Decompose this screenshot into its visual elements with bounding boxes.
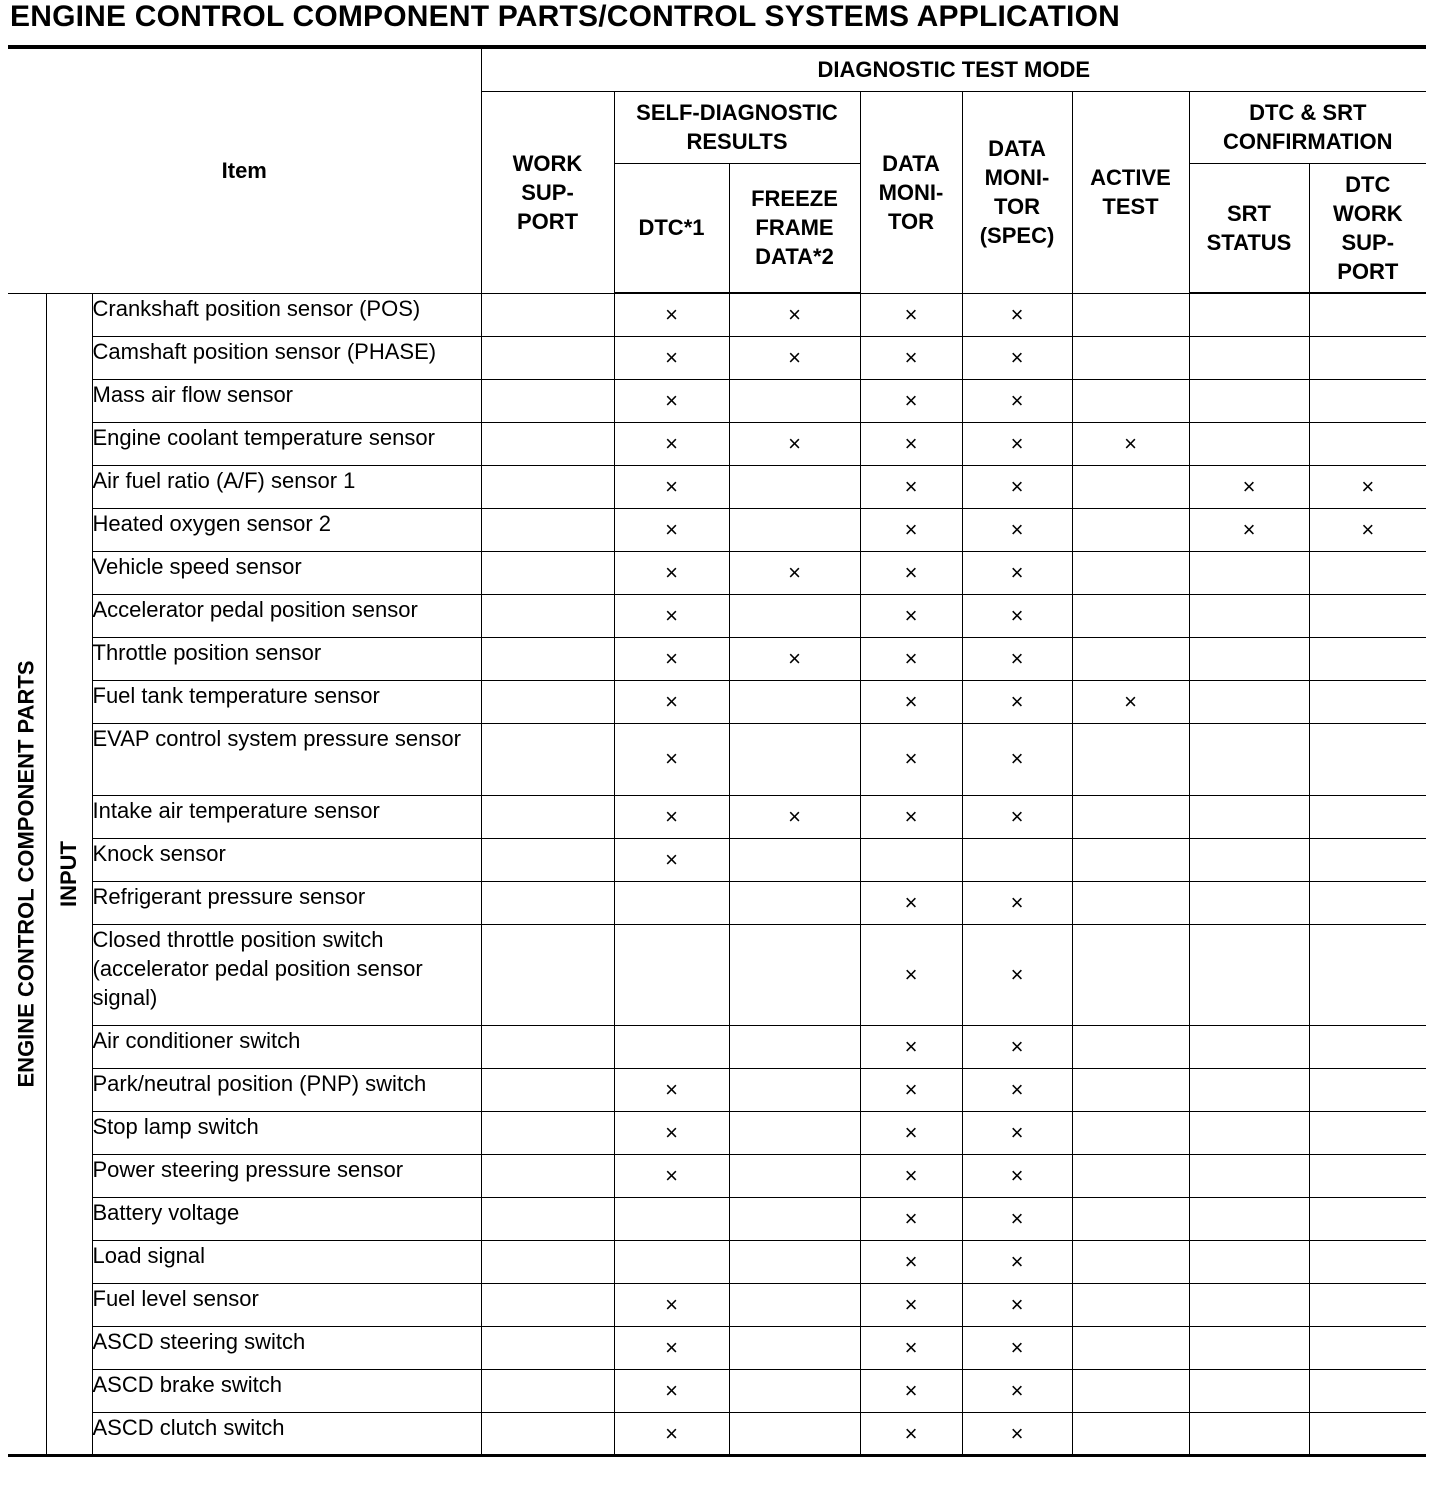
table-row <box>8 881 1426 924</box>
mark-cell-freeze-frame-data <box>729 1154 860 1197</box>
mark-cell-data-monitor-spec: × <box>962 1111 1072 1154</box>
mark-cell-data-monitor-spec: × <box>962 924 1072 1025</box>
mark-cell-dtc: × <box>614 293 729 336</box>
mark-cell-freeze-frame-data: × <box>729 293 860 336</box>
mark-cell-active-test <box>1072 1111 1189 1154</box>
mark-cell-dtc-work-support <box>1309 379 1426 422</box>
mark-cell-data-monitor-spec: × <box>962 795 1072 838</box>
table-row <box>8 680 1426 723</box>
mark-cell-data-monitor-spec: × <box>962 1025 1072 1068</box>
group-cell <box>8 293 46 1455</box>
mark-cell-dtc: × <box>614 465 729 508</box>
mark-cell-data-monitor: × <box>860 379 962 422</box>
item-cell: Park/neutral position (PNP) switch <box>92 1068 481 1111</box>
mark-cell-data-monitor: × <box>860 1025 962 1068</box>
mark-cell-active-test <box>1072 1412 1189 1455</box>
item-cell: Accelerator pedal position sensor <box>92 594 481 637</box>
mark-cell-freeze-frame-data <box>729 1197 860 1240</box>
item-cell: ASCD steering switch <box>92 1326 481 1369</box>
mark-cell-active-test <box>1072 1068 1189 1111</box>
table-row <box>8 1111 1426 1154</box>
item-cell: ASCD clutch switch <box>92 1412 481 1455</box>
item-cell: Battery voltage <box>92 1197 481 1240</box>
mark-cell-active-test <box>1072 1369 1189 1412</box>
item-cell: Vehicle speed sensor <box>92 551 481 594</box>
mark-cell-freeze-frame-data <box>729 1326 860 1369</box>
item-cell: Fuel tank temperature sensor <box>92 680 481 723</box>
mark-cell-data-monitor: × <box>860 723 962 795</box>
table-row <box>8 1197 1426 1240</box>
mark-cell-srt-status <box>1189 594 1309 637</box>
table-row <box>8 336 1426 379</box>
mark-cell-active-test <box>1072 1240 1189 1283</box>
mark-cell-data-monitor: × <box>860 508 962 551</box>
mark-cell-srt-status <box>1189 293 1309 336</box>
mark-cell-dtc-work-support <box>1309 1240 1426 1283</box>
item-cell: Knock sensor <box>92 838 481 881</box>
item-cell: EVAP control system pressure sensor <box>92 723 481 795</box>
mark-cell-freeze-frame-data <box>729 1412 860 1455</box>
mark-cell-data-monitor: × <box>860 465 962 508</box>
mark-cell-work-support <box>481 637 614 680</box>
mark-cell-active-test <box>1072 924 1189 1025</box>
mark-cell-dtc: × <box>614 723 729 795</box>
mark-cell-work-support <box>481 379 614 422</box>
header-freeze-frame-data-text: FREEZE FRAME DATA*2 <box>751 186 838 270</box>
mark-cell-active-test <box>1072 465 1189 508</box>
mark-cell-active-test <box>1072 1197 1189 1240</box>
mark-cell-active-test <box>1072 1025 1189 1068</box>
mark-cell-data-monitor-spec: × <box>962 1197 1072 1240</box>
mark-cell-srt-status <box>1189 795 1309 838</box>
item-cell: Power steering pressure sensor <box>92 1154 481 1197</box>
mark-cell-dtc <box>614 881 729 924</box>
mark-cell-srt-status <box>1189 924 1309 1025</box>
mark-cell-dtc-work-support <box>1309 1025 1426 1068</box>
mark-cell-dtc <box>614 1197 729 1240</box>
mark-cell-dtc: × <box>614 379 729 422</box>
mark-cell-dtc-work-support <box>1309 1154 1426 1197</box>
mark-cell-data-monitor: × <box>860 293 962 336</box>
item-cell: Throttle position sensor <box>92 637 481 680</box>
mark-cell-dtc-work-support <box>1309 838 1426 881</box>
mark-cell-data-monitor: × <box>860 680 962 723</box>
mark-cell-freeze-frame-data <box>729 1025 860 1068</box>
mark-cell-data-monitor-spec: × <box>962 1154 1072 1197</box>
mark-cell-dtc-work-support <box>1309 293 1426 336</box>
mark-cell-freeze-frame-data <box>729 1240 860 1283</box>
mark-cell-freeze-frame-data <box>729 838 860 881</box>
subgroup-label: INPUT <box>56 841 81 907</box>
mark-cell-work-support <box>481 723 614 795</box>
item-cell: Mass air flow sensor <box>92 379 481 422</box>
mark-cell-work-support <box>481 838 614 881</box>
mark-cell-srt-status <box>1189 1412 1309 1455</box>
mark-cell-dtc: × <box>614 680 729 723</box>
mark-cell-active-test <box>1072 336 1189 379</box>
header-srt-status-text: SRT STATUS <box>1206 200 1292 255</box>
mark-cell-dtc-work-support <box>1309 594 1426 637</box>
table-row <box>8 838 1426 881</box>
table-row <box>8 508 1426 551</box>
mark-cell-data-monitor: × <box>860 1369 962 1412</box>
mark-cell-data-monitor-spec: × <box>962 422 1072 465</box>
mark-cell-active-test <box>1072 508 1189 551</box>
mark-cell-active-test <box>1072 551 1189 594</box>
header-item: Item <box>8 48 481 293</box>
mark-cell-data-monitor-spec: × <box>962 881 1072 924</box>
mark-cell-data-monitor-spec: × <box>962 1412 1072 1455</box>
mark-cell-work-support <box>481 465 614 508</box>
header-self-diagnostic-results <box>614 91 860 163</box>
page-title: ENGINE CONTROL COMPONENT PARTS/CONTROL SYSTEMS APPLICATION <box>10 0 1120 33</box>
mark-cell-data-monitor-spec: × <box>962 723 1072 795</box>
mark-cell-dtc: × <box>614 637 729 680</box>
mark-cell-active-test <box>1072 1326 1189 1369</box>
mark-cell-data-monitor-spec <box>962 838 1072 881</box>
mark-cell-data-monitor: × <box>860 594 962 637</box>
mark-cell-work-support <box>481 508 614 551</box>
mark-cell-work-support <box>481 1068 614 1111</box>
item-cell: ASCD brake switch <box>92 1369 481 1412</box>
mark-cell-srt-status <box>1189 379 1309 422</box>
mark-cell-data-monitor: × <box>860 1154 962 1197</box>
mark-cell-work-support <box>481 924 614 1025</box>
mark-cell-active-test <box>1072 838 1189 881</box>
mark-cell-work-support <box>481 1111 614 1154</box>
item-cell: Refrigerant pressure sensor <box>92 881 481 924</box>
mark-cell-data-monitor <box>860 838 962 881</box>
header-active-test <box>1072 91 1189 293</box>
item-cell: Stop lamp switch <box>92 1111 481 1154</box>
mark-cell-data-monitor: × <box>860 1240 962 1283</box>
mark-cell-srt-status <box>1189 422 1309 465</box>
header-active-test-text: ACTIVE TEST <box>1090 165 1171 219</box>
mark-cell-srt-status <box>1189 336 1309 379</box>
mark-cell-data-monitor-spec: × <box>962 1240 1072 1283</box>
mark-cell-data-monitor-spec: × <box>962 637 1072 680</box>
mark-cell-freeze-frame-data <box>729 379 860 422</box>
mark-cell-dtc: × <box>614 1283 729 1326</box>
mark-cell-dtc: × <box>614 336 729 379</box>
subgroup-cell <box>46 293 92 1455</box>
mark-cell-data-monitor-spec: × <box>962 594 1072 637</box>
mark-cell-data-monitor-spec: × <box>962 379 1072 422</box>
mark-cell-dtc-work-support <box>1309 795 1426 838</box>
table-row <box>8 1025 1426 1068</box>
table-row <box>8 637 1426 680</box>
header-data-monitor-text: DATA MONI- TOR <box>878 150 944 234</box>
mark-cell-work-support <box>481 795 614 838</box>
mark-cell-data-monitor: × <box>860 551 962 594</box>
mark-cell-freeze-frame-data <box>729 594 860 637</box>
mark-cell-freeze-frame-data <box>729 680 860 723</box>
header-diagnostic-test-mode: DIAGNOSTIC TEST MODE <box>481 48 1426 91</box>
mark-cell-freeze-frame-data: × <box>729 637 860 680</box>
mark-cell-dtc: × <box>614 422 729 465</box>
mark-cell-data-monitor: × <box>860 1326 962 1369</box>
table-row <box>8 293 1426 336</box>
item-cell: Intake air temperature sensor <box>92 795 481 838</box>
mark-cell-freeze-frame-data: × <box>729 422 860 465</box>
mark-cell-work-support <box>481 1197 614 1240</box>
table-row <box>8 1240 1426 1283</box>
mark-cell-work-support <box>481 881 614 924</box>
mark-cell-work-support <box>481 1025 614 1068</box>
header-work-support <box>481 91 614 293</box>
mark-cell-dtc: × <box>614 1068 729 1111</box>
item-cell: Closed throttle position switch (accelerator pedal position sensor signal) <box>92 924 481 1025</box>
mark-cell-dtc-work-support <box>1309 336 1426 379</box>
header-freeze-frame-data <box>729 163 860 293</box>
mark-cell-freeze-frame-data <box>729 465 860 508</box>
mark-cell-dtc: × <box>614 594 729 637</box>
mark-cell-freeze-frame-data <box>729 508 860 551</box>
table-header <box>8 48 1426 293</box>
table-row <box>8 422 1426 465</box>
header-dtc-srt-confirmation <box>1189 91 1426 163</box>
mark-cell-dtc-work-support <box>1309 422 1426 465</box>
item-cell: Air fuel ratio (A/F) sensor 1 <box>92 465 481 508</box>
mark-cell-active-test <box>1072 881 1189 924</box>
mark-cell-data-monitor: × <box>860 1283 962 1326</box>
table-row <box>8 1154 1426 1197</box>
header-data-monitor-spec <box>962 91 1072 293</box>
mark-cell-srt-status <box>1189 1369 1309 1412</box>
mark-cell-dtc-work-support <box>1309 551 1426 594</box>
mark-cell-dtc: × <box>614 1111 729 1154</box>
mark-cell-active-test <box>1072 1154 1189 1197</box>
mark-cell-srt-status <box>1189 680 1309 723</box>
mark-cell-srt-status <box>1189 1025 1309 1068</box>
mark-cell-data-monitor-spec: × <box>962 508 1072 551</box>
table-row <box>8 1369 1426 1412</box>
mark-cell-srt-status: × <box>1189 508 1309 551</box>
table-row <box>8 924 1426 1025</box>
mark-cell-active-test <box>1072 293 1189 336</box>
header-dtc-work-support-text: DTC WORK SUP- PORT <box>1332 171 1403 284</box>
table-row <box>8 379 1426 422</box>
mark-cell-freeze-frame-data <box>729 924 860 1025</box>
mark-cell-srt-status <box>1189 881 1309 924</box>
mark-cell-freeze-frame-data: × <box>729 795 860 838</box>
mark-cell-freeze-frame-data <box>729 1283 860 1326</box>
mark-cell-data-monitor-spec: × <box>962 1326 1072 1369</box>
mark-cell-data-monitor: × <box>860 336 962 379</box>
mark-cell-dtc-work-support <box>1309 723 1426 795</box>
mark-cell-dtc: × <box>614 508 729 551</box>
mark-cell-srt-status <box>1189 1240 1309 1283</box>
mark-cell-dtc-work-support <box>1309 1326 1426 1369</box>
table-row <box>8 1326 1426 1369</box>
table-row <box>8 1412 1426 1455</box>
item-cell: Camshaft position sensor (PHASE) <box>92 336 481 379</box>
table-row <box>8 1068 1426 1111</box>
mark-cell-dtc-work-support <box>1309 881 1426 924</box>
mark-cell-data-monitor: × <box>860 1111 962 1154</box>
mark-cell-dtc <box>614 1025 729 1068</box>
mark-cell-dtc-work-support: × <box>1309 465 1426 508</box>
mark-cell-work-support <box>481 1154 614 1197</box>
mark-cell-data-monitor: × <box>860 795 962 838</box>
mark-cell-dtc-work-support <box>1309 1068 1426 1111</box>
mark-cell-srt-status: × <box>1189 465 1309 508</box>
mark-cell-dtc-work-support <box>1309 1283 1426 1326</box>
header-data-monitor <box>860 91 962 293</box>
mark-cell-data-monitor-spec: × <box>962 336 1072 379</box>
mark-cell-dtc-work-support <box>1309 1412 1426 1455</box>
mark-cell-dtc: × <box>614 1412 729 1455</box>
mark-cell-dtc-work-support <box>1309 1369 1426 1412</box>
mark-cell-dtc: × <box>614 1369 729 1412</box>
mark-cell-srt-status <box>1189 1197 1309 1240</box>
table-body <box>8 293 1426 1455</box>
mark-cell-freeze-frame-data: × <box>729 336 860 379</box>
mark-cell-data-monitor: × <box>860 422 962 465</box>
mark-cell-work-support <box>481 1240 614 1283</box>
mark-cell-active-test <box>1072 795 1189 838</box>
group-label: ENGINE CONTROL COMPONENT PARTS <box>13 660 39 1088</box>
application-table <box>8 48 1426 1456</box>
table-row <box>8 594 1426 637</box>
mark-cell-work-support <box>481 1283 614 1326</box>
mark-cell-work-support <box>481 680 614 723</box>
mark-cell-freeze-frame-data <box>729 723 860 795</box>
mark-cell-data-monitor: × <box>860 637 962 680</box>
mark-cell-work-support <box>481 293 614 336</box>
header-dtc: DTC*1 <box>614 163 729 293</box>
mark-cell-work-support <box>481 336 614 379</box>
mark-cell-freeze-frame-data <box>729 1111 860 1154</box>
mark-cell-active-test <box>1072 379 1189 422</box>
mark-cell-srt-status <box>1189 1326 1309 1369</box>
mark-cell-active-test <box>1072 1283 1189 1326</box>
mark-cell-data-monitor: × <box>860 1197 962 1240</box>
table-row <box>8 551 1426 594</box>
item-cell: Air conditioner switch <box>92 1025 481 1068</box>
mark-cell-dtc: × <box>614 551 729 594</box>
header-srt-status <box>1189 163 1309 293</box>
mark-cell-work-support <box>481 1326 614 1369</box>
mark-cell-dtc-work-support: × <box>1309 508 1426 551</box>
mark-cell-dtc: × <box>614 795 729 838</box>
mark-cell-srt-status <box>1189 551 1309 594</box>
mark-cell-dtc-work-support <box>1309 680 1426 723</box>
mark-cell-srt-status <box>1189 637 1309 680</box>
mark-cell-data-monitor: × <box>860 924 962 1025</box>
mark-cell-data-monitor-spec: × <box>962 1068 1072 1111</box>
mark-cell-active-test <box>1072 594 1189 637</box>
mark-cell-dtc: × <box>614 838 729 881</box>
mark-cell-work-support <box>481 1369 614 1412</box>
mark-cell-dtc <box>614 1240 729 1283</box>
mark-cell-work-support <box>481 1412 614 1455</box>
header-work-support-text: WORK SUP- PORT <box>512 150 583 234</box>
mark-cell-data-monitor-spec: × <box>962 465 1072 508</box>
bottom-rule <box>8 1454 1426 1457</box>
mark-cell-data-monitor: × <box>860 1068 962 1111</box>
mark-cell-work-support <box>481 422 614 465</box>
item-cell: Fuel level sensor <box>92 1283 481 1326</box>
header-dtc-work-support <box>1309 163 1426 293</box>
mark-cell-data-monitor-spec: × <box>962 293 1072 336</box>
mark-cell-freeze-frame-data <box>729 881 860 924</box>
mark-cell-dtc: × <box>614 1154 729 1197</box>
mark-cell-srt-status <box>1189 838 1309 881</box>
header-dtc-srt-confirmation-text: DTC & SRT CONFIRMATION <box>1223 100 1393 154</box>
table-row <box>8 723 1426 795</box>
mark-cell-dtc-work-support <box>1309 637 1426 680</box>
table-row <box>8 795 1426 838</box>
mark-cell-work-support <box>481 551 614 594</box>
mark-cell-freeze-frame-data: × <box>729 551 860 594</box>
mark-cell-data-monitor-spec: × <box>962 680 1072 723</box>
item-cell: Load signal <box>92 1240 481 1283</box>
mark-cell-data-monitor: × <box>860 1412 962 1455</box>
mark-cell-srt-status <box>1189 723 1309 795</box>
mark-cell-srt-status <box>1189 1283 1309 1326</box>
mark-cell-dtc-work-support <box>1309 1197 1426 1240</box>
header-self-diagnostic-results-text: SELF-DIAGNOSTIC RESULTS <box>636 100 838 154</box>
mark-cell-active-test <box>1072 637 1189 680</box>
mark-cell-active-test: × <box>1072 422 1189 465</box>
item-cell: Crankshaft position sensor (POS) <box>92 293 481 336</box>
mark-cell-work-support <box>481 594 614 637</box>
mark-cell-active-test <box>1072 723 1189 795</box>
mark-cell-srt-status <box>1189 1068 1309 1111</box>
mark-cell-srt-status <box>1189 1154 1309 1197</box>
header-data-monitor-spec-text: DATA MONI- TOR (SPEC) <box>979 136 1055 248</box>
table-row <box>8 465 1426 508</box>
mark-cell-dtc-work-support <box>1309 924 1426 1025</box>
mark-cell-data-monitor: × <box>860 881 962 924</box>
mark-cell-freeze-frame-data <box>729 1369 860 1412</box>
mark-cell-freeze-frame-data <box>729 1068 860 1111</box>
mark-cell-srt-status <box>1189 1111 1309 1154</box>
mark-cell-data-monitor-spec: × <box>962 551 1072 594</box>
item-cell: Heated oxygen sensor 2 <box>92 508 481 551</box>
mark-cell-dtc-work-support <box>1309 1111 1426 1154</box>
item-cell: Engine coolant temperature sensor <box>92 422 481 465</box>
mark-cell-active-test: × <box>1072 680 1189 723</box>
mark-cell-data-monitor-spec: × <box>962 1283 1072 1326</box>
mark-cell-dtc <box>614 924 729 1025</box>
table-row <box>8 1283 1426 1326</box>
mark-cell-dtc: × <box>614 1326 729 1369</box>
mark-cell-data-monitor-spec: × <box>962 1369 1072 1412</box>
